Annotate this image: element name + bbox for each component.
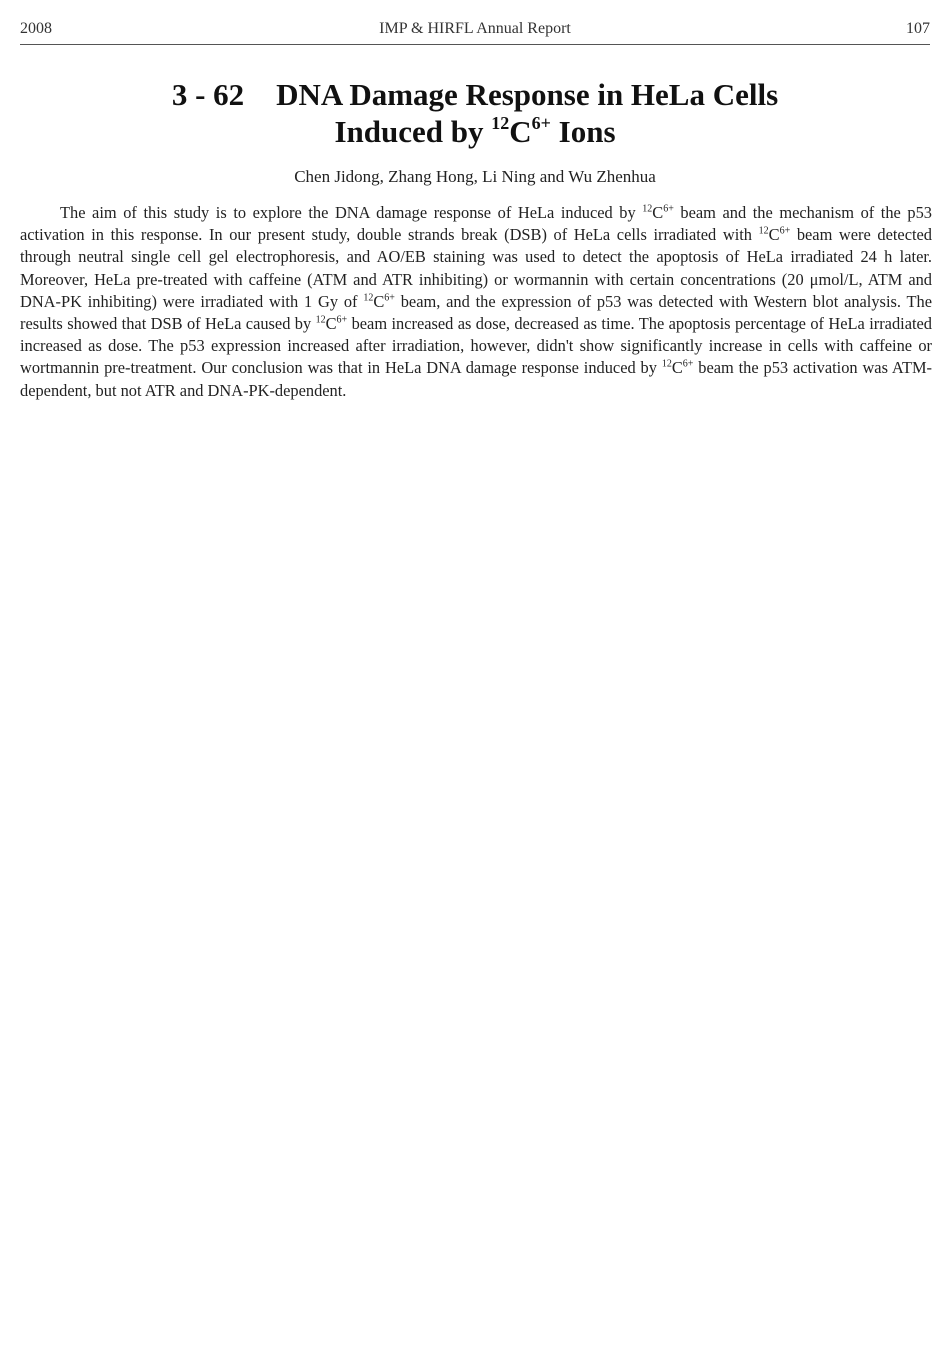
ion-charge: 6+ [663, 203, 674, 215]
ion-mass: 12 [758, 225, 769, 237]
abstract [20, 202, 932, 402]
running-head-journal: IMP & HIRFL Annual Report [379, 20, 571, 37]
ion-element: C [652, 203, 664, 222]
abstract-segment-3: beam were detected through neutral single cell gel electrophoresis, and AO/EB staining was used to detect the apoptosis of HeLa irradiated 24 h later. Moreover, HeLa pre-treated with caffeine (ATM and ATR inhibiting) or wormannin with certain concentrations (20 μmol/L, ATM and DNA-PK inhibiting) were irradiated with 1 Gy of [20, 225, 932, 311]
title-element: C [509, 114, 532, 149]
running-head-page-number: 107 [906, 20, 930, 37]
ion-mass: 12 [661, 358, 672, 370]
title-isotope-mass: 12 [491, 112, 510, 133]
abstract-segment-4: beam, and the expression of p53 was detected with Western blot analysis. The results showed that DSB of HeLa caused by [20, 291, 932, 334]
ion-mass: 12 [363, 292, 374, 304]
authors: Chen Jidong, Zhang Hong, Li Ning and Wu Zhenhua [294, 167, 656, 186]
article-number: 3 - 62 [171, 77, 245, 112]
ion-element: C [325, 314, 337, 334]
abstract-segment-6: beam the p53 activation was ATM-dependent, but not ATR and DNA-PK-dependent. [20, 358, 932, 400]
abstract-segment-5: beam increased as dose, decreased as time. The apoptosis percentage of HeLa irradiated increased as dose. The p53 expression increased after irradiation, however, didn't show significantly increase in cells with caffeine or wortmannin pre-treatment. Our conclusion was that in HeLa DNA damage response induced by [20, 314, 932, 378]
title-text-1: DNA Damage Response in HeLa Cells [276, 77, 779, 112]
ion-element: C [373, 291, 385, 311]
title-line-1 [20, 76, 930, 113]
title-charge: 6+ [531, 112, 551, 133]
ion-charge: 6+ [682, 358, 694, 370]
abstract-segment-1: The aim of this study is to explore the DNA damage response of HeLa induced by [60, 203, 643, 222]
title-suffix: Ions [550, 114, 616, 149]
title-prefix: Induced by [334, 114, 492, 149]
ion-element: C [768, 225, 780, 245]
ion-element: C [671, 358, 683, 378]
title-line-2 [20, 113, 930, 150]
running-head-year: 2008 [20, 20, 52, 37]
ion-mass: 12 [642, 203, 653, 215]
running-head [20, 18, 930, 45]
ion-charge: 6+ [779, 225, 791, 237]
ion-charge: 6+ [336, 314, 348, 326]
ion-charge: 6+ [384, 292, 395, 304]
abstract-segment-2: beam and the mechanism of the p53 activation in this response. In our present study, double strands break (DSB) of HeLa cells irradiated with [20, 203, 932, 245]
ion-mass: 12 [315, 314, 326, 326]
article-title [20, 76, 930, 150]
